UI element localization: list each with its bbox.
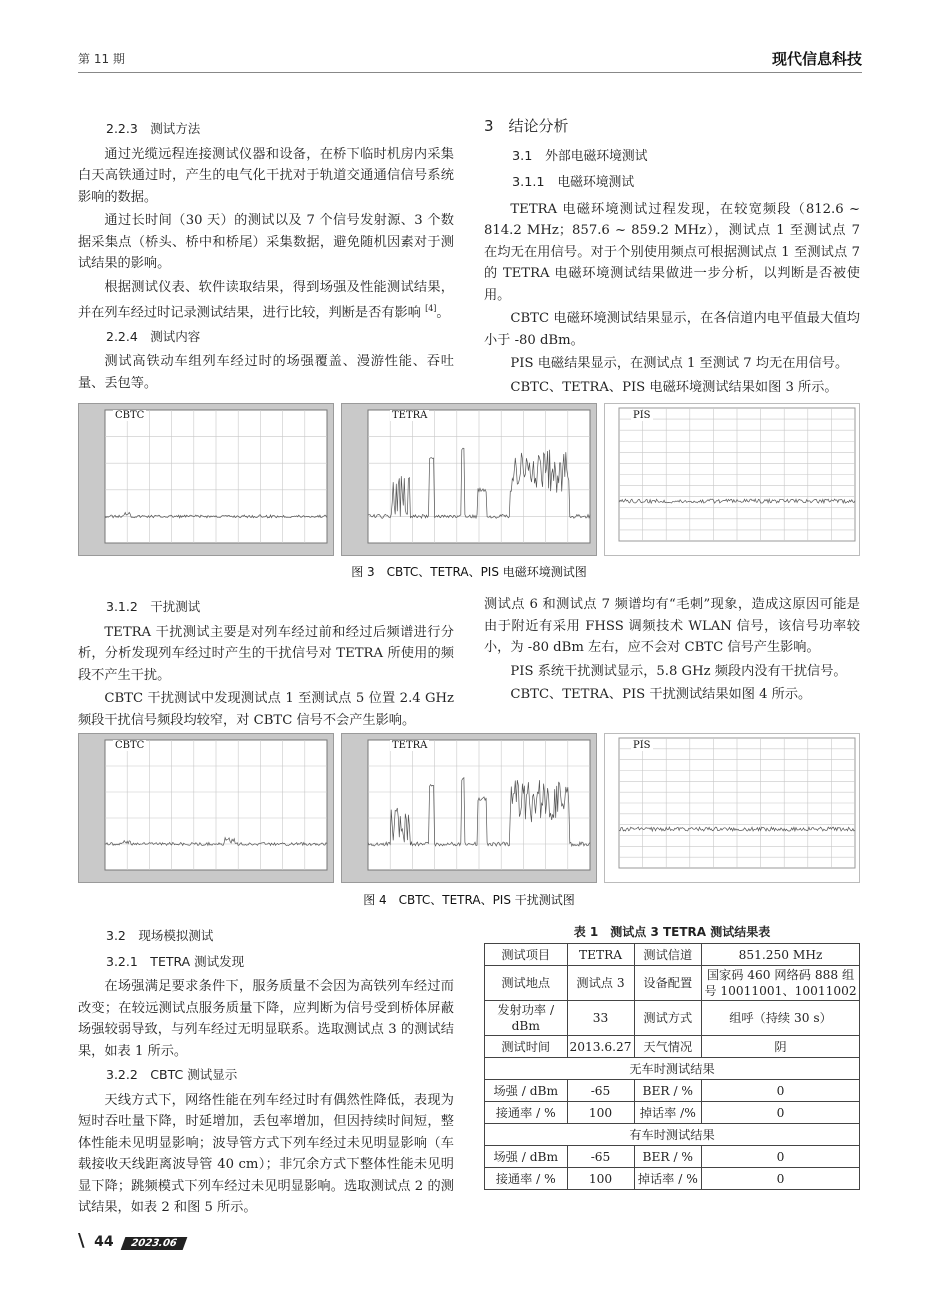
table-cell: 设备配置	[634, 966, 702, 1001]
table-cell: 掉话率 /%	[634, 1102, 702, 1124]
paragraph: PIS 系统干扰测试显示，5.8 GHz 频段内没有干扰信号。	[510, 663, 847, 679]
table-section-header: 有车时测试结果	[485, 1124, 860, 1146]
table-cell: 0	[702, 1102, 860, 1124]
issue-number: 第 11 期	[78, 52, 125, 66]
paragraph: TETRA 干扰测试主要是对列车经过前和经过后频谱进行分析，分析发现列车经过时产生的干扰信号对 TETRA 所使用的频段不产生干扰。	[78, 624, 454, 683]
figure-4-tetra-panel	[341, 733, 597, 883]
table-cell: 100	[567, 1168, 634, 1190]
paragraph-text: 根据测试仪表、软件读取结果，得到场强及性能测试结果，并在列车经过时记录测试结果，进行比较，判断是否有影响	[78, 279, 454, 321]
table-cell: 组呼（持续 30 s）	[702, 1001, 860, 1036]
section-3-title: 3 结论分析	[484, 117, 569, 135]
table-cell: 场强 / dBm	[485, 1080, 568, 1102]
right-column-top	[484, 116, 860, 400]
section-3-2-1-title: 3.2.1 TETRA 测试发现	[106, 953, 245, 969]
tetra-spectrum-plot	[342, 734, 598, 884]
figure-3-tetra-panel	[341, 403, 597, 556]
section-3-1-title: 3.1 外部电磁环境测试	[512, 148, 648, 164]
table-row	[485, 966, 860, 1001]
issue-date: 2023.06	[129, 1238, 179, 1249]
table-cell: 接通率 / %	[485, 1168, 568, 1190]
figure-4-pis-panel	[604, 733, 860, 883]
table-cell: 33	[567, 1001, 634, 1036]
section-2-2-4-title: 2.2.4 测试内容	[106, 328, 201, 344]
cbtc-spectrum-plot	[79, 734, 335, 884]
table-cell: 国家码 460 网络码 888 组号 10011001、10011002	[702, 966, 860, 1001]
header-divider	[78, 72, 862, 73]
table-cell: 0	[702, 1168, 860, 1190]
journal-title: 现代信息科技	[771, 50, 862, 68]
table-row	[485, 1036, 860, 1058]
table-cell: 0	[702, 1146, 860, 1168]
table-cell: 测试信道	[634, 944, 702, 966]
section-3-1-2-title: 3.1.2 干扰测试	[106, 599, 201, 614]
paragraph: CBTC、TETRA、PIS 干扰测试结果如图 4 所示。	[510, 687, 812, 702]
left-column-bottom	[78, 923, 454, 1221]
section-3-2-title: 3.2 现场模拟测试	[106, 928, 214, 943]
right-column-mid	[484, 594, 860, 708]
section-2-2-3-title: 2.2.3 测试方法	[106, 121, 201, 136]
table-section-header: 无车时测试结果	[485, 1058, 860, 1080]
paragraph: CBTC 干扰测试中发现测试点 1 至测试点 5 位置 2.4 GHz 频段干扰信号频段均较窄，对 CBTC 信号不会产生影响。	[78, 691, 454, 728]
table-1-title: 表 1 测试点 3 TETRA 测试结果表	[573, 925, 771, 939]
table-cell: 测试地点	[485, 966, 568, 1001]
figure-3-cbtc-panel	[78, 403, 334, 556]
table-cell: 0	[702, 1080, 860, 1102]
page-footer	[78, 1230, 185, 1251]
panel-label: CBTC	[115, 410, 145, 421]
paragraph-end: 。	[436, 305, 450, 321]
figure-3-caption: 图 3 CBTC、TETRA、PIS 电磁环境测试图	[351, 565, 587, 579]
table-cell: BER / %	[634, 1146, 702, 1168]
panel-label: TETRA	[392, 740, 428, 751]
figure-3-pis-panel	[604, 403, 860, 556]
table-cell: 测试点 3	[567, 966, 634, 1001]
footer-slash-icon: \	[78, 1230, 85, 1251]
section-3-2-2-title: 3.2.2 CBTC 测试显示	[106, 1067, 238, 1082]
table-row	[485, 1001, 860, 1036]
pis-spectrum-plot	[605, 404, 861, 557]
table-cell: 测试方式	[634, 1001, 702, 1036]
table-cell: BER / %	[634, 1080, 702, 1102]
table-cell: TETRA	[567, 944, 634, 966]
table-1	[484, 943, 860, 1190]
cbtc-spectrum-plot	[79, 404, 335, 557]
pis-spectrum-plot	[605, 734, 861, 884]
table-row	[485, 1058, 860, 1080]
panel-label: PIS	[633, 410, 651, 421]
paragraph: 在场强满足要求条件下，服务质量不会因为高铁列车经过而改变；在较远测试点服务质量下降，应判断为信号受到桥体屏蔽场强较弱导致，与列车经过无明显联系。选取测试点 3 的测试结果，如表 1 所示。	[78, 979, 454, 1059]
table-cell: 发射功率 / dBm	[485, 1001, 568, 1036]
table-cell: 2013.6.27	[567, 1036, 634, 1058]
citation-ref: [4]	[425, 304, 437, 313]
paragraph: 通过长时间（30 天）的测试以及 7 个信号发射源、3 个数据采集点（桥头、桥中和桥尾）采集数据，避免随机因素对于测试结果的影响。	[78, 213, 454, 271]
table-row	[485, 944, 860, 966]
paragraph: CBTC、TETRA、PIS 电磁环境测试结果如图 3 所示。	[510, 379, 838, 395]
figure-4-cbtc-panel	[78, 733, 334, 883]
paragraph: CBTC 电磁环境测试结果显示，在各信道内电平值最大值均小于 -80 dBm。	[484, 311, 860, 348]
table-cell: 接通率 / %	[485, 1102, 568, 1124]
page-number: 44	[94, 1234, 114, 1250]
paragraph: 通过光缆远程连接测试仪器和设备，在桥下临时机房内采集白天高铁通过时，产生的电气化干扰对于轨道交通通信信号系统影响的数据。	[78, 146, 454, 205]
paragraph: TETRA 电磁环境测试过程发现，在较宽频段（812.6 ~ 814.2 MHz；857.6 ~ 859.2 MHz），测试点 1 至测试点 7 在均无在用信号。对于个别使用频点可根据测试点 1 至测试点 7 的 TETRA 电磁环境测试结果做进一步分析，以判断是否被使用。	[484, 201, 860, 303]
paragraph: 测试高铁动车组列车经过时的场强覆盖、漫游性能、吞吐量、丢包等。	[78, 354, 454, 391]
panel-label: CBTC	[115, 740, 145, 751]
table-cell: 天气情况	[634, 1036, 702, 1058]
figure-4-caption: 图 4 CBTC、TETRA、PIS 干扰测试图	[363, 893, 575, 907]
section-3-1-1-title: 3.1.1 电磁环境测试	[512, 175, 635, 190]
table-row	[485, 1102, 860, 1124]
paragraph	[78, 277, 454, 324]
table-cell: 场强 / dBm	[485, 1146, 568, 1168]
table-row	[485, 1168, 860, 1190]
figure-3	[78, 403, 860, 556]
table-row	[485, 1124, 860, 1146]
paragraph: 测试点 6 和测试点 7 频谱均有“毛刺”现象，造成这原因可能是由于附近有采用 FHSS 调频技术 WLAN 信号，该信号功率较小，为 -80 dBm 左右，应不会对 CBTC 信号产生影响。	[484, 597, 860, 655]
issue-date-badge	[121, 1237, 187, 1250]
table-cell: 测试时间	[485, 1036, 568, 1058]
figure-4	[78, 733, 860, 883]
table-row	[485, 1080, 860, 1102]
left-column-top	[78, 116, 454, 396]
left-column-mid	[78, 594, 454, 733]
paragraph: 天线方式下，网络性能在列车经过时有偶然性降低，表现为短时吞吐量下降，时延增加，丢包率增加，但因持续时间短，整体性能未见明显影响；波导管方式下列车经过未见明显影响（车载接收天线距离波导管 40 cm）；非冗余方式下整体性能未见明显下降；跳频模式下列车经过未见明显影响。选取测试点 2 的测试结果，如表 2 和图 5 所示。	[78, 1092, 454, 1215]
panel-label: TETRA	[392, 410, 428, 421]
table-cell: 851.250 MHz	[702, 944, 860, 966]
table-cell: -65	[567, 1146, 634, 1168]
table-cell: 阴	[702, 1036, 860, 1058]
table-cell: -65	[567, 1080, 634, 1102]
table-cell: 掉话率 / %	[634, 1168, 702, 1190]
table-cell: 100	[567, 1102, 634, 1124]
paragraph: PIS 电磁结果显示，在测试点 1 至测试 7 均无在用信号。	[510, 356, 849, 371]
table-row	[485, 1146, 860, 1168]
tetra-spectrum-plot	[342, 404, 598, 557]
table-cell: 测试项目	[485, 944, 568, 966]
panel-label: PIS	[633, 740, 651, 751]
